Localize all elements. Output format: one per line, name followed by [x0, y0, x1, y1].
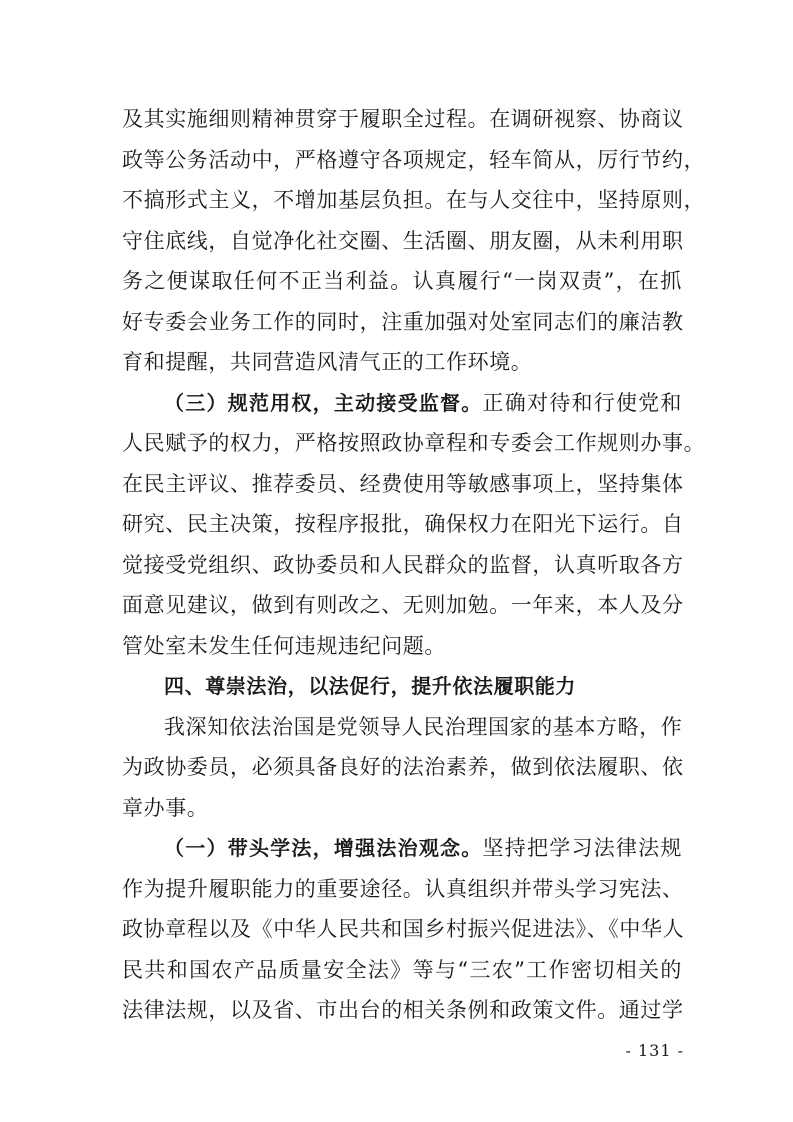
body-text	[122, 99, 706, 1031]
text-line: 政等公务活动中，严格遵守各项规定，轻车简从，厉行节约，	[122, 147, 706, 172]
text-line: 不搞形式主义，不增加基层负担。在与人交往中，坚持原则，	[122, 188, 706, 212]
text-line: 务之便谋取任何不正当利益。认真履行“一岗双责”，在抓	[122, 269, 682, 293]
text-line: 好专委会业务工作的同时，注重加强对处室同志们的廉洁教	[122, 309, 684, 334]
text-line: 人民赋予的权力，严格按照政协章程和专委会工作规则办事。	[122, 431, 706, 455]
text-line: 章办事。	[122, 795, 209, 820]
section-1-first-line	[122, 828, 682, 869]
text-line: 民共和国农产品质量安全法》等与“三农”工作密切相关的	[122, 957, 682, 982]
text-line: 守住底线，自觉净化社交圈、生活圈、朋友圈，从未利用职	[122, 228, 684, 253]
section-3-title: （三）规范用权，主动接受监督。	[164, 390, 483, 415]
text-line: 育和提醒，共同营造风清气正的工作环境。	[122, 350, 533, 374]
text-line: 法律法规，以及省、市出台的相关条例和政策文件。通过学	[122, 998, 684, 1022]
text-line: 研究、民主决策，按程序报批，确保权力在阳光下运行。自	[122, 512, 684, 536]
text-line: 觉接受党组织、政协委员和人民群众的监督，认真听取各方	[122, 552, 684, 577]
section-1-title: （一）带头学法，增强法治观念。	[164, 836, 483, 860]
section-1-lead: 坚持把学习法律法规	[482, 836, 683, 860]
section-3-first-line	[122, 383, 682, 424]
page-number: - 131 -	[625, 1041, 684, 1060]
text-line: 政协章程以及《中华人民共和国乡村振兴促进法》、《中华人	[122, 917, 685, 941]
text-line: 管处室未发生任何违规违纪问题。	[122, 633, 446, 658]
text-line: 及其实施细则精神贯穿于履职全过程。在调研视察、协商议	[122, 107, 684, 131]
text-line: 为政协委员，必须具备良好的法治素养，做到依法履职、依	[122, 755, 684, 779]
text-line: 作为提升履职能力的重要途径。认真组织并带头学习宪法、	[122, 876, 684, 901]
section-4-heading: 四、尊崇法治，以法促行，提升依法履职能力	[164, 674, 576, 698]
text-line: 在民主评议、推荐委员、经费使用等敏感事项上，坚持集体	[122, 471, 684, 496]
text-line: 我深知依法治国是党领导人民治理国家的基本方略，作	[164, 714, 683, 739]
section-3-lead: 正确对待和行使党和	[482, 390, 683, 415]
text-line: 面意见建议，做到有则改之、无则加勉。一年来，本人及分	[122, 593, 684, 617]
